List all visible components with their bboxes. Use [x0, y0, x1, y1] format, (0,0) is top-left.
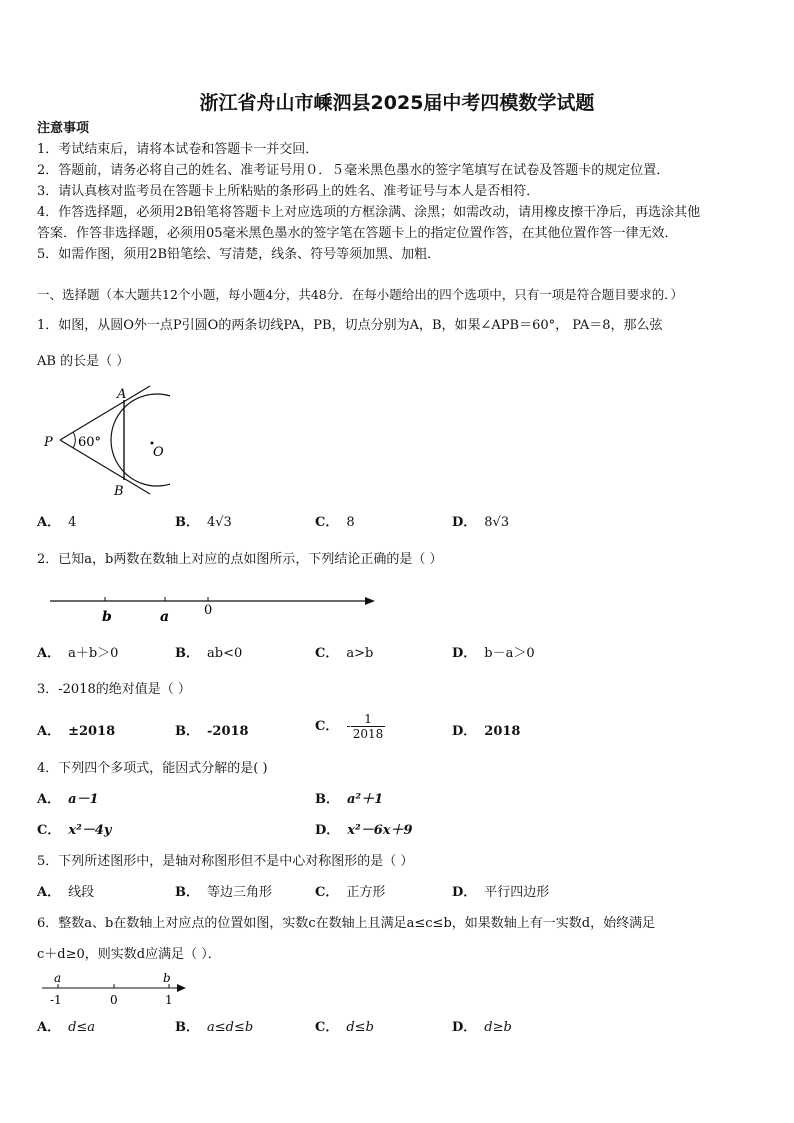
zero-label: 0 — [204, 603, 213, 618]
q1-option-c: C． 8 — [315, 515, 355, 530]
point-o-label: O — [153, 445, 164, 460]
q4-option-c: C． x²－4y — [37, 823, 112, 838]
q6-option-d: D． d≥b — [452, 1020, 512, 1035]
tangent-circle-figure — [40, 380, 170, 505]
question-5-stem: 5．下列所述图形中，是轴对称图形但不是中心对称图形的是（ ） — [37, 854, 414, 869]
notice-item: 答案．作答非选择题，必须用05毫米黑色墨水的签字笔在答题卡上的指定位置作答，在其他位置作答一律无效． — [37, 226, 678, 241]
tick-label: -1 — [50, 993, 62, 1007]
angle-label: 60° — [78, 435, 102, 450]
q2-option-b: B． ab<0 — [175, 646, 243, 661]
q5-option-b: B． 等边三角形 — [175, 885, 273, 900]
question-6-stem-cont: c＋d≥0，则实数d应满足（ ）． — [37, 947, 221, 962]
question-3-stem: 3．-2018的绝对值是（ ） — [37, 682, 191, 697]
tick-label: 1 — [165, 993, 173, 1007]
tick-label: 0 — [110, 993, 118, 1007]
q3-option-c: C． - $\frac{1}{2018}$ — [315, 712, 384, 741]
q5-option-c: C． 正方形 — [315, 885, 386, 900]
q4-option-d: D． x²－6x＋9 — [315, 823, 413, 838]
question-1-stem: 1．如图，从圆O外一点P引圆O的两条切线PA，PB，切点分别为A，B，如果∠APB＝60°， PA＝8，那么弦 — [37, 318, 663, 333]
q2-option-d: D． b－a＞0 — [452, 646, 535, 661]
notice-item: 3．请认真核对监考员在答题卡上所粘贴的条形码上的姓名、准考证号与本人是否相符． — [37, 184, 540, 199]
q6-option-c: C． d≤b — [315, 1020, 374, 1035]
section-heading: 一、选择题（本大题共12个小题，每小题4分，共48分．在每小题给出的四个选项中，只有一项是符合题目要求的．） — [37, 287, 684, 302]
q4-option-b: B． a²＋1 — [315, 792, 384, 807]
q5-option-a: A． 线段 — [37, 885, 95, 900]
q3-option-a: A． ±2018 — [37, 724, 116, 739]
q1-option-d: D． 8√3 — [452, 515, 510, 530]
q1-option-a: A． 4 — [37, 515, 77, 530]
point-p-label: P — [44, 435, 53, 450]
q5-option-d: D． 平行四边形 — [452, 885, 550, 900]
question-6-stem: 6．整数a、b在数轴上对应点的位置如图，实数c在数轴上且满足a≤c≤b，如果数轴上有一实数d，始终满足 — [37, 916, 656, 931]
point-a-label: A — [117, 387, 127, 402]
question-2-stem: 2．已知a，b两数在数轴上对应的点如图所示，下列结论正确的是（ ） — [37, 552, 443, 567]
q3-option-d: D． 2018 — [452, 724, 521, 739]
page-title: 浙江省舟山市嵊泗县2025届中考四模数学试题 — [199, 92, 595, 114]
notice-item: 2．答题前，请务必将自己的姓名、准考证号用０．５毫米黑色墨水的签字笔填写在试卷及答题卡的规定位置． — [37, 163, 670, 178]
q6-option-a: A． d≤a — [37, 1020, 96, 1035]
notice-item: 1．考试结束后，请将本试卷和答题卡一并交回． — [37, 142, 319, 157]
q4-option-a: A． a－1 — [37, 792, 99, 807]
number-line-figure-2 — [38, 970, 198, 1010]
point-b-label: B — [114, 484, 124, 499]
point-a-label: a — [160, 609, 170, 625]
q1-option-b: B． 4√3 — [175, 515, 232, 530]
point-b-label: b — [163, 971, 171, 985]
point-b-label: b — [102, 609, 112, 625]
notice-item: 5．如需作图，须用2B铅笔绘、写清楚，线条、符号等须加黑、加粗． — [37, 247, 441, 262]
question-1-stem-cont: AB 的长是（ ） — [37, 354, 130, 369]
number-line-figure — [45, 590, 385, 630]
q2-option-c: C． a>b — [315, 646, 374, 661]
q2-option-a: A． a＋b＞0 — [37, 646, 119, 661]
fraction: $\frac{1}{2018}$ — [352, 712, 384, 741]
notice-heading: 注意事项 — [37, 121, 90, 136]
q3-option-b: B． -2018 — [175, 724, 249, 739]
q6-option-b: B． a≤d≤b — [175, 1020, 254, 1035]
question-4-stem: 4．下列四个多项式，能因式分解的是( ) — [37, 761, 268, 776]
notice-item: 4．作答选择题，必须用2B铅笔将答题卡上对应选项的方框涂满、涂黑；如需改动，请用橡皮擦干净后，再选涂其他 — [37, 205, 701, 220]
point-a-label: a — [54, 971, 62, 985]
